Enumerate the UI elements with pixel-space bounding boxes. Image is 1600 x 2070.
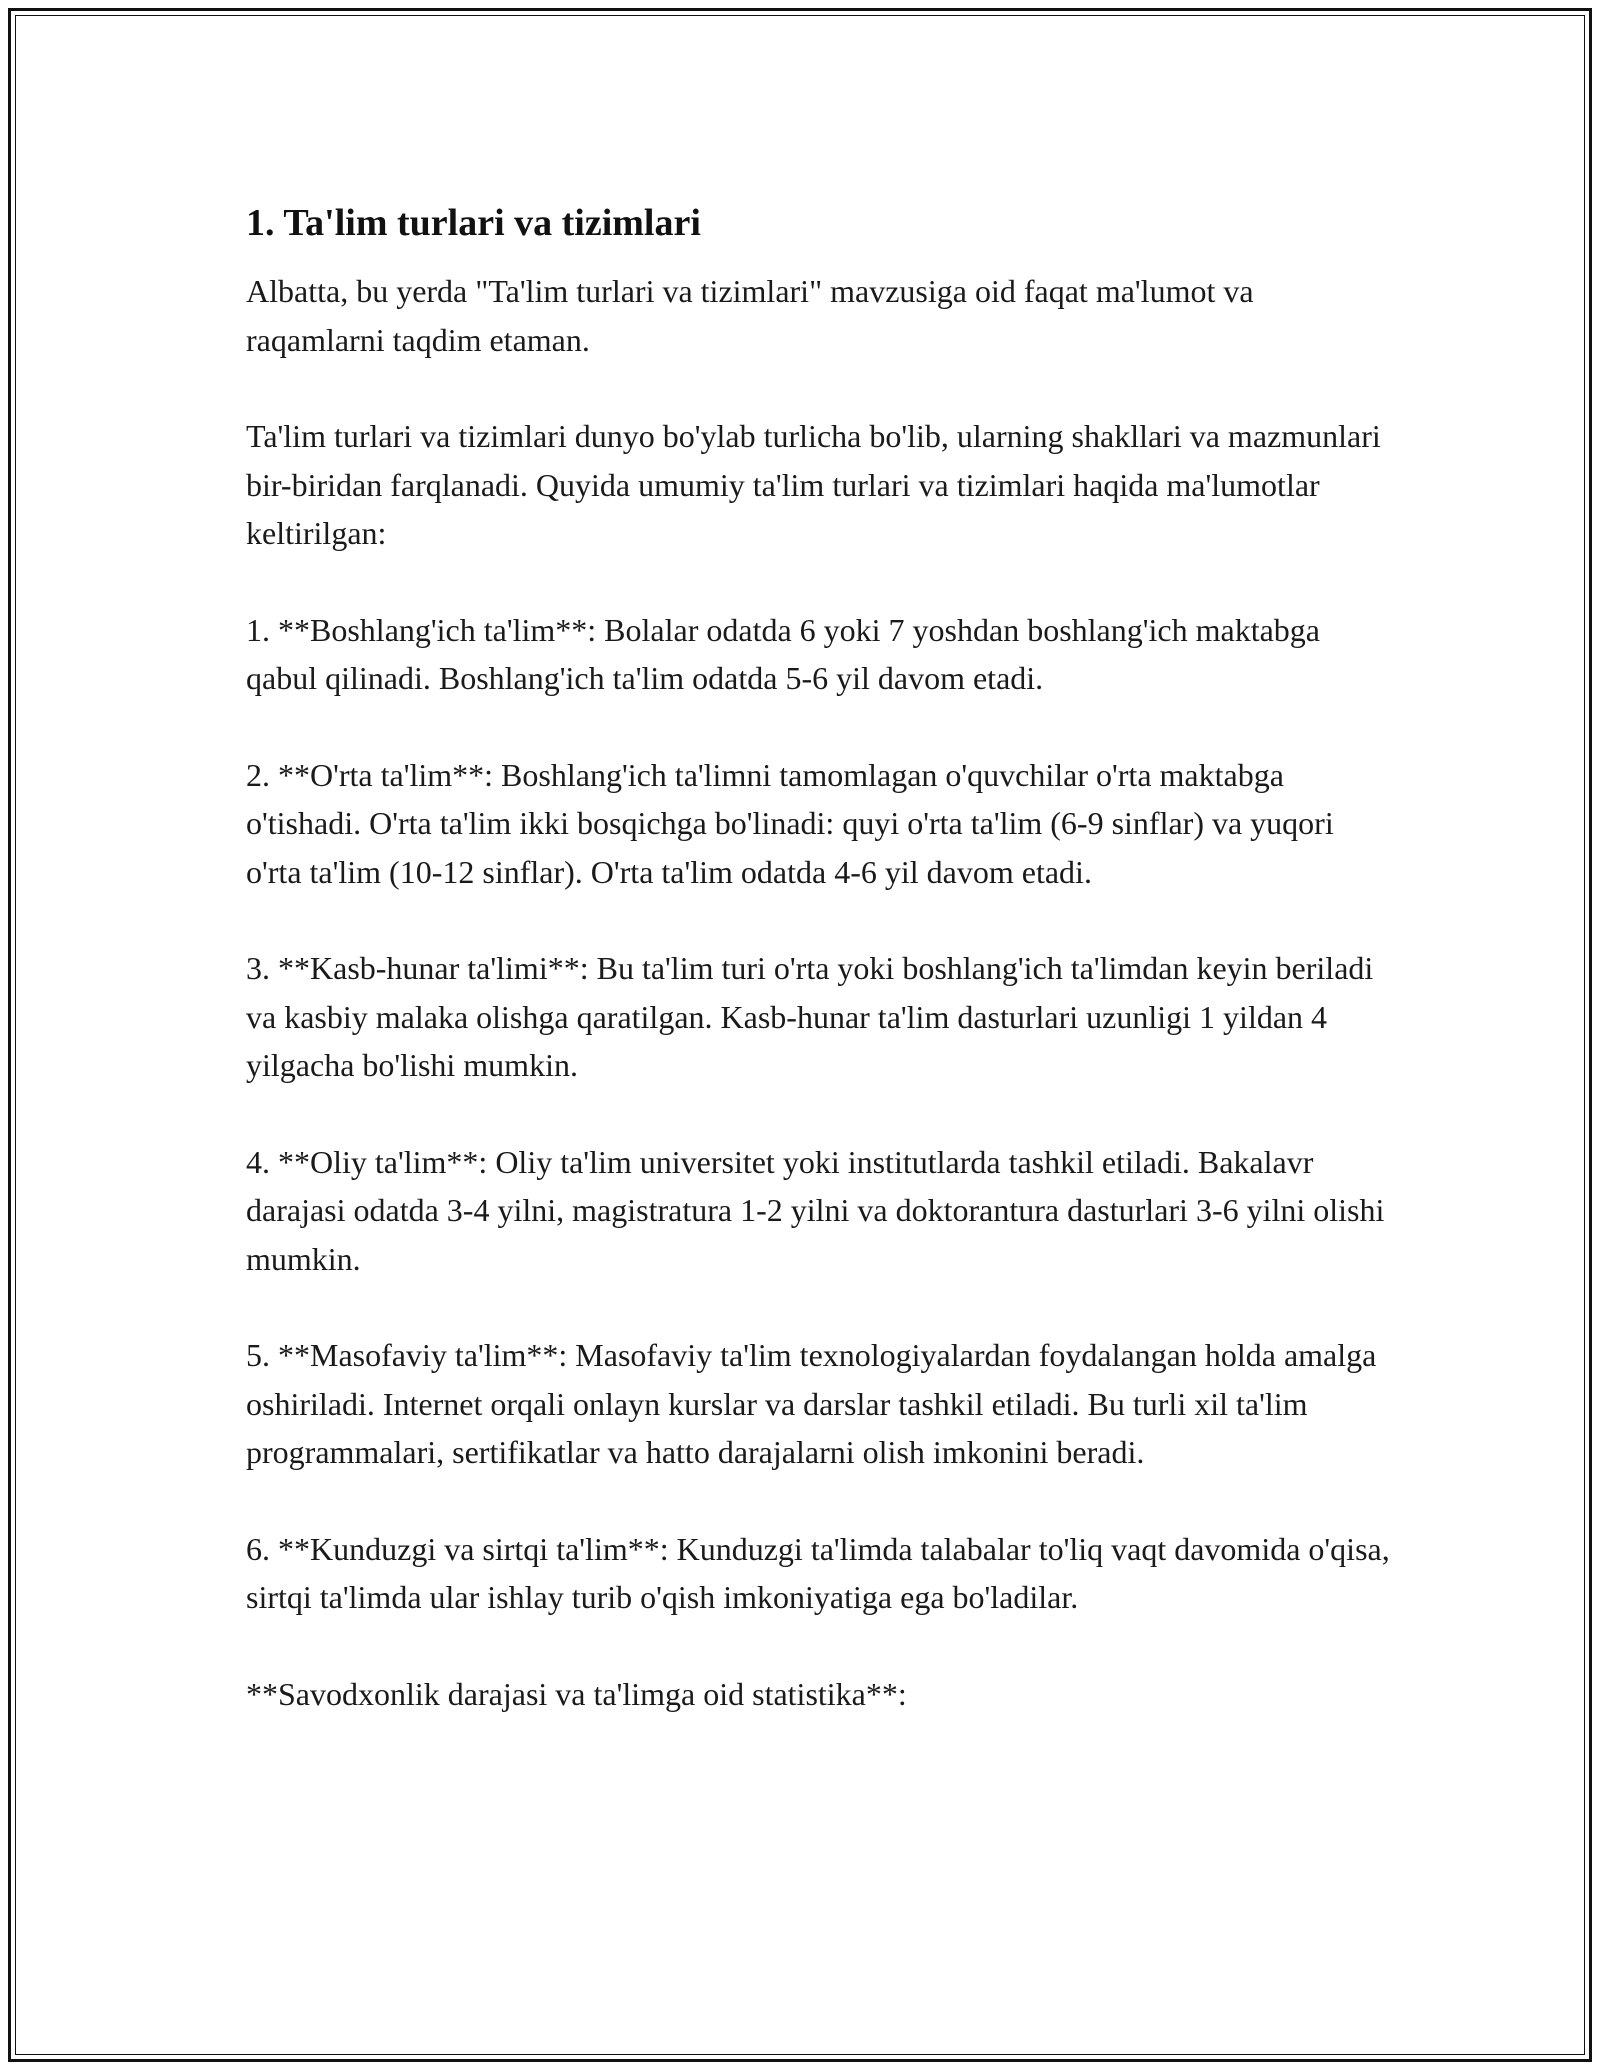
list-item-distance-education: 5. **Masofaviy ta'lim**: Masofaviy ta'lim texnologiyalardan foydalangan holda amalga oshiriladi. Internet orqali onlayn kurslar va darslar tashkil etiladi. Bu turli xil ta'lim programmalari, sertifikatlar va hatto darajalarni olish imkonini beradi. — [246, 1337, 1377, 1470]
intro-paragraph: Albatta, bu yerda "Ta'lim turlari va tizimlari" mavzusiga oid faqat ma'lumot va raqamlarni taqdim etaman. — [246, 273, 1254, 358]
list-item-vocational-education: 3. **Kasb-hunar ta'limi**: Bu ta'lim turi o'rta yoki boshlang'ich ta'limdan keyin beriladi va kasbiy malaka olishga qaratilgan. Kasb-hunar ta'lim dasturlari uzunligi 1 yildan 4 yilgacha bo'lishi mumkin. — [246, 950, 1374, 1083]
list-item-secondary-education: 2. **O'rta ta'lim**: Boshlang'ich ta'limni tamomlagan o'quvchilar o'rta maktabga o'tishadi. O'rta ta'lim ikki bosqichga bo'linadi: quyi o'rta ta'lim (6-9 sinflar) va yuqori o'rta ta'lim (10-12 sinflar). O'rta ta'lim odatda 4-6 yil davom etadi. — [246, 756, 1334, 890]
list-item-fulltime-parttime-education: 6. **Kunduzgi va sirtqi ta'lim**: Kunduzgi ta'limda talabalar to'liq vaqt davomida o'qisa, sirtqi ta'limda ular ishlay turib o'qish imkoniyatiga ega bo'ladilar. — [246, 1530, 1390, 1615]
page-frame — [8, 8, 1592, 2062]
statistics-heading: **Savodxonlik darajasi va ta'limga oid statistika**: — [246, 1675, 907, 1712]
document-content — [246, 197, 1396, 1766]
list-item-higher-education: 4. **Oliy ta'lim**: Oliy ta'lim universitet yoki institutlarda tashkil etiladi. Bakalavr darajasi odatda 3-4 yilni, magistratura 1-2 yilni va doktorantura dasturlari 3-6 yilni olishi mumkin. — [246, 1143, 1385, 1277]
list-item-primary-education: 1. **Boshlang'ich ta'lim**: Bolalar odatda 6 yoki 7 yoshdan boshlang'ich maktabga qabul qilinadi. Boshlang'ich ta'lim odatda 5-6 yil davom etadi. — [246, 611, 1320, 696]
document-title: 1. Ta'lim turlari va tizimlari — [246, 202, 701, 244]
overview-paragraph: Ta'lim turlari va tizimlari dunyo bo'ylab turlicha bo'lib, ularning shakllari va mazmunlari bir-biridan farqlanadi. Quyida umumiy ta'lim turlari va tizimlari haqida ma'lumotlar keltirilgan: — [246, 418, 1381, 551]
